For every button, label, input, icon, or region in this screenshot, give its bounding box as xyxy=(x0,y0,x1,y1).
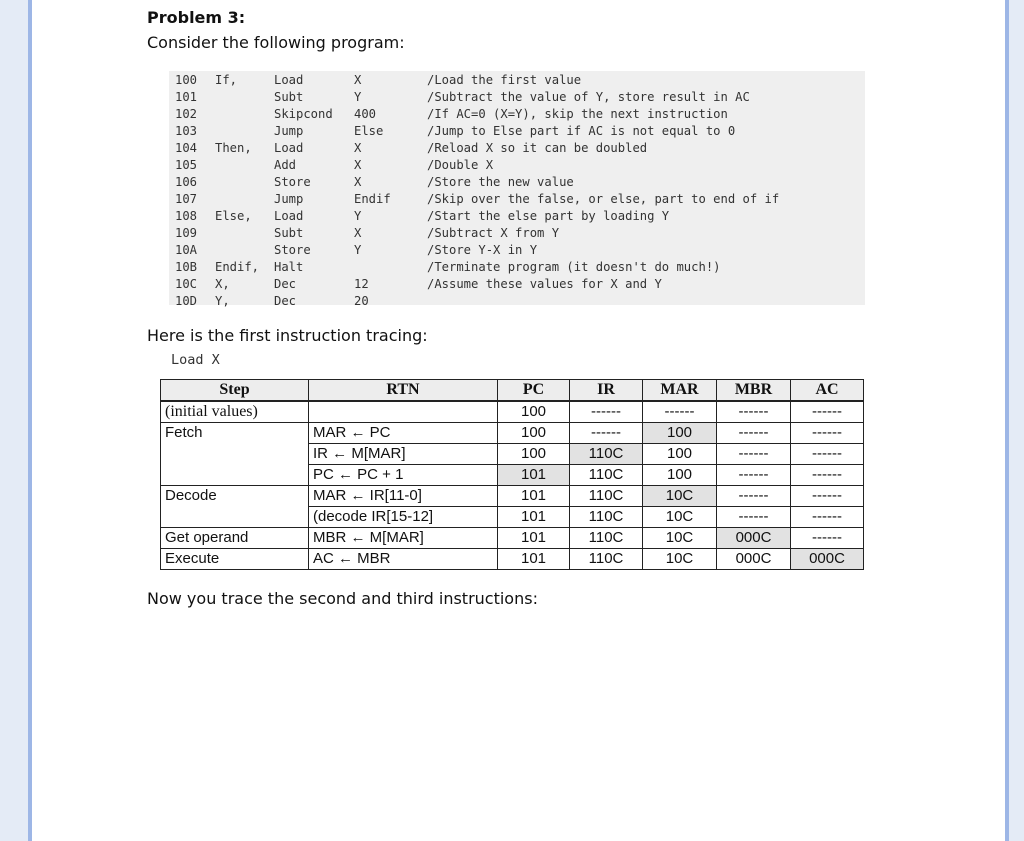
code-comment: /If AC=0 (X=Y), skip the next instruction xyxy=(427,107,728,121)
code-opcode: Load xyxy=(274,209,304,223)
code-line xyxy=(169,259,721,276)
code-address: 101 xyxy=(175,90,198,104)
code-line xyxy=(169,208,670,225)
cell-rtn: (decode IR[15-12] xyxy=(309,507,498,528)
code-line xyxy=(169,106,728,123)
trace-table xyxy=(160,379,864,570)
code-label: Then, xyxy=(215,141,252,155)
cell-ac: ------ xyxy=(791,423,864,444)
cell-ac: ------ xyxy=(791,465,864,486)
trace-heading: Here is the first instruction tracing: xyxy=(147,326,428,345)
cell-mar: 10C xyxy=(643,549,717,570)
outro-text: Now you trace the second and third instructions: xyxy=(147,589,538,608)
code-comment: /Reload X so it can be doubled xyxy=(427,141,648,155)
table-row xyxy=(161,423,864,444)
code-line xyxy=(169,89,750,106)
cell-mbr: ------ xyxy=(717,423,791,444)
code-label: Y, xyxy=(215,294,230,308)
cell-mbr: ------ xyxy=(717,507,791,528)
table-row xyxy=(161,528,864,549)
code-operand: Y xyxy=(354,209,362,223)
code-operand: Endif xyxy=(354,192,391,206)
code-opcode: Halt xyxy=(274,260,304,274)
table-row xyxy=(161,401,864,423)
code-opcode: Store xyxy=(274,243,311,257)
code-opcode: Jump xyxy=(274,124,304,138)
cell-mbr: 000C xyxy=(717,549,791,570)
code-comment: /Jump to Else part if AC is not equal to 0 xyxy=(427,124,736,138)
cell-mar: 100 xyxy=(643,465,717,486)
cell-pc: 101 xyxy=(498,465,570,486)
code-address: 10C xyxy=(175,277,198,291)
code-opcode: Load xyxy=(274,141,304,155)
table-row xyxy=(161,486,864,507)
code-opcode: Skipcond xyxy=(274,107,333,121)
code-operand: X xyxy=(354,226,362,240)
code-operand: X xyxy=(354,158,362,172)
table-row xyxy=(161,465,864,486)
cell-ac: ------ xyxy=(791,528,864,549)
cell-mar: 10C xyxy=(643,507,717,528)
code-line xyxy=(169,174,574,191)
code-comment: /Double X xyxy=(427,158,494,172)
cell-ir: 110C xyxy=(570,549,643,570)
cell-ir: ------ xyxy=(570,401,643,423)
table-row xyxy=(161,444,864,465)
cell-step: (initial values) xyxy=(161,401,309,423)
cell-mar: ------ xyxy=(643,401,717,423)
cell-pc: 101 xyxy=(498,549,570,570)
cell-step: Get operand xyxy=(161,528,309,549)
cell-step: Execute xyxy=(161,549,309,570)
code-address: 10D xyxy=(175,294,198,308)
code-address: 106 xyxy=(175,175,198,189)
cell-rtn: MAR ← IR[11-0] xyxy=(309,486,498,507)
code-operand: Y xyxy=(354,90,362,104)
code-operand: X xyxy=(354,175,362,189)
code-line xyxy=(169,123,736,140)
code-line xyxy=(169,242,538,259)
cell-pc: 101 xyxy=(498,486,570,507)
code-address: 108 xyxy=(175,209,198,223)
code-address: 10B xyxy=(175,260,198,274)
code-operand: 400 xyxy=(354,107,377,121)
problem-title: Problem 3: xyxy=(147,8,246,27)
code-opcode: Jump xyxy=(274,192,304,206)
code-address: 103 xyxy=(175,124,198,138)
window-left-margin xyxy=(0,0,28,841)
cell-mar: 100 xyxy=(643,423,717,444)
cell-pc: 100 xyxy=(498,401,570,423)
cell-step xyxy=(161,507,309,528)
code-line xyxy=(169,157,494,174)
code-address: 10A xyxy=(175,243,198,257)
cell-rtn: IR ← M[MAR] xyxy=(309,444,498,465)
cell-pc: 101 xyxy=(498,528,570,549)
code-comment: /Load the first value xyxy=(427,73,582,87)
cell-rtn: MBR ← M[MAR] xyxy=(309,528,498,549)
cell-mar: 10C xyxy=(643,486,717,507)
code-comment: /Terminate program (it doesn't do much!) xyxy=(427,260,721,274)
code-address: 100 xyxy=(175,73,198,87)
cell-ir: 110C xyxy=(570,486,643,507)
program-listing xyxy=(169,71,865,308)
cell-mbr: 000C xyxy=(717,528,791,549)
code-comment: /Store Y-X in Y xyxy=(427,243,538,257)
code-line xyxy=(169,191,780,208)
header-pc: PC xyxy=(498,380,570,402)
code-address: 107 xyxy=(175,192,198,206)
header-rtn: RTN xyxy=(309,380,498,402)
code-line xyxy=(169,140,648,157)
cell-ir: 110C xyxy=(570,507,643,528)
intro-text: Consider the following program: xyxy=(147,33,405,52)
code-label: If, xyxy=(215,73,238,87)
code-operand: X xyxy=(354,141,362,155)
cell-mbr: ------ xyxy=(717,486,791,507)
code-address: 102 xyxy=(175,107,198,121)
code-opcode: Load xyxy=(274,73,304,87)
cell-pc: 100 xyxy=(498,444,570,465)
code-address: 105 xyxy=(175,158,198,172)
cell-mbr: ------ xyxy=(717,444,791,465)
code-operand: X xyxy=(354,73,362,87)
table-row xyxy=(161,549,864,570)
code-operand: 20 xyxy=(354,294,369,308)
cell-ir: 110C xyxy=(570,465,643,486)
trace-instruction: Load X xyxy=(171,352,220,368)
code-label: Else, xyxy=(215,209,252,223)
code-line xyxy=(169,225,560,242)
cell-rtn: MAR ← PC xyxy=(309,423,498,444)
cell-step xyxy=(161,444,309,465)
cell-ac: ------ xyxy=(791,444,864,465)
cell-ir: 110C xyxy=(570,444,643,465)
cell-pc: 101 xyxy=(498,507,570,528)
document-page xyxy=(32,0,1005,841)
code-address: 109 xyxy=(175,226,198,240)
code-comment: /Start the else part by loading Y xyxy=(427,209,670,223)
code-opcode: Store xyxy=(274,175,311,189)
cell-mbr: ------ xyxy=(717,401,791,423)
cell-ir: 110C xyxy=(570,528,643,549)
cell-ac: ------ xyxy=(791,401,864,423)
code-line xyxy=(169,293,369,310)
code-opcode: Dec xyxy=(274,294,297,308)
code-opcode: Dec xyxy=(274,277,297,291)
code-opcode: Add xyxy=(274,158,297,172)
header-ac: AC xyxy=(791,380,864,402)
code-operand: Else xyxy=(354,124,384,138)
code-label: X, xyxy=(215,277,230,291)
code-comment: /Subtract X from Y xyxy=(427,226,560,240)
header-mar: MAR xyxy=(643,380,717,402)
code-line xyxy=(169,72,582,89)
cell-ac: ------ xyxy=(791,486,864,507)
cell-rtn: PC ← PC + 1 xyxy=(309,465,498,486)
cell-step xyxy=(161,465,309,486)
trace-header-row xyxy=(161,380,864,402)
cell-mar: 100 xyxy=(643,444,717,465)
header-step: Step xyxy=(161,380,309,402)
cell-step: Decode xyxy=(161,486,309,507)
cell-ac: ------ xyxy=(791,507,864,528)
cell-step: Fetch xyxy=(161,423,309,444)
code-opcode: Subt xyxy=(274,226,304,240)
header-mbr: MBR xyxy=(717,380,791,402)
table-row xyxy=(161,507,864,528)
code-operand: Y xyxy=(354,243,362,257)
code-comment: /Subtract the value of Y, store result in AC xyxy=(427,90,750,104)
code-opcode: Subt xyxy=(274,90,304,104)
window-right-margin xyxy=(1009,0,1024,841)
header-ir: IR xyxy=(570,380,643,402)
code-address: 104 xyxy=(175,141,198,155)
cell-ir: ------ xyxy=(570,423,643,444)
code-label: Endif, xyxy=(215,260,260,274)
cell-rtn xyxy=(309,401,498,423)
code-comment: /Skip over the false, or else, part to end of if xyxy=(427,192,780,206)
code-comment: /Store the new value xyxy=(427,175,574,189)
code-comment: /Assume these values for X and Y xyxy=(427,277,662,291)
cell-ac: 000C xyxy=(791,549,864,570)
cell-pc: 100 xyxy=(498,423,570,444)
cell-mar: 10C xyxy=(643,528,717,549)
code-operand: 12 xyxy=(354,277,369,291)
code-line xyxy=(169,276,662,293)
cell-mbr: ------ xyxy=(717,465,791,486)
cell-rtn: AC ← MBR xyxy=(309,549,498,570)
